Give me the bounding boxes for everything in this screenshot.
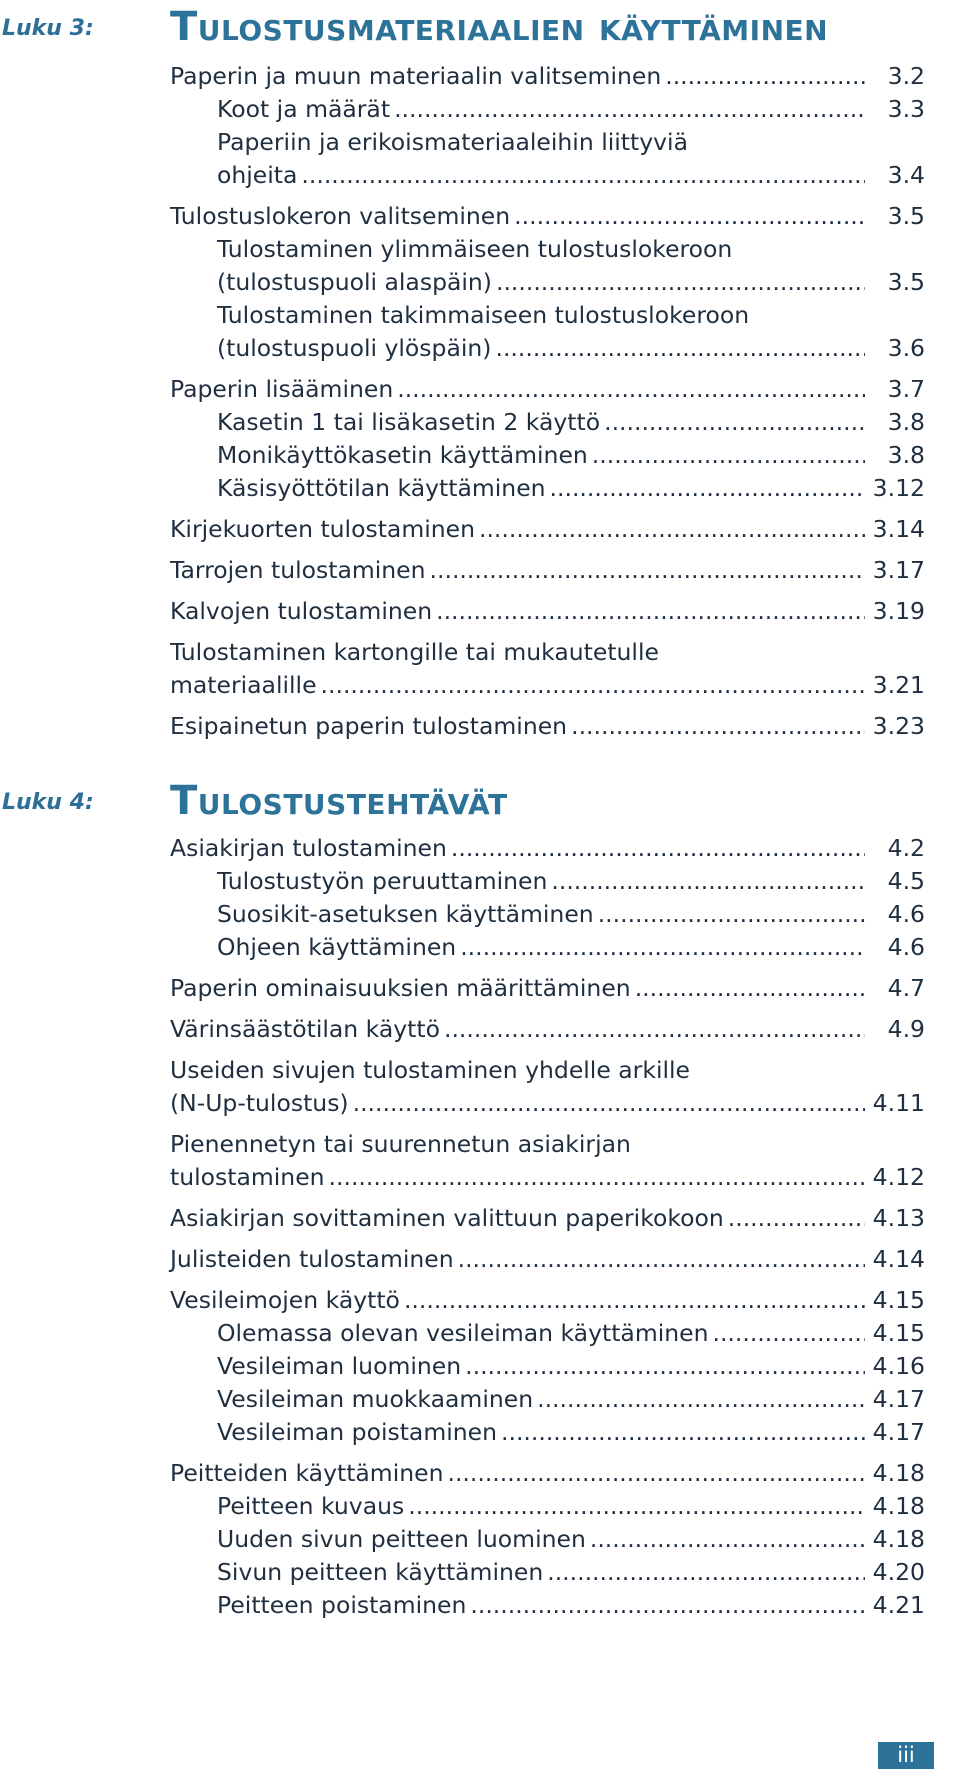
toc-entry-page: 3.6 <box>887 334 925 362</box>
dot-leader <box>443 1457 865 1490</box>
toc-entry-title: Paperin ja muun materiaalin valitseminen <box>170 62 662 90</box>
toc-entry[interactable] <box>170 710 925 743</box>
toc-entry-page: 4.20 <box>872 1558 925 1586</box>
toc-entry[interactable] <box>170 636 925 702</box>
toc-entry[interactable] <box>170 1317 925 1350</box>
toc-entry-row <box>170 373 925 406</box>
toc-entry[interactable] <box>170 373 925 406</box>
toc-entry-title: Peitteen kuvaus <box>217 1492 405 1520</box>
toc-entry-row <box>217 1523 925 1556</box>
toc-entry-page: 3.12 <box>872 474 925 502</box>
toc-entry[interactable] <box>170 406 925 439</box>
toc-entry-title: Värinsäästötilan käyttö <box>170 1015 440 1043</box>
toc-entry-title: Paperin lisääminen <box>170 375 394 403</box>
toc-entry-page: 4.2 <box>887 834 925 862</box>
chapter-title: Tulostustehtävät <box>170 778 508 824</box>
dot-leader <box>543 1556 865 1589</box>
toc-entry-row <box>170 1161 925 1194</box>
toc-entry-page: 4.17 <box>872 1418 925 1446</box>
toc-entry-row <box>217 332 925 365</box>
chapter-label: Luku 3: <box>2 16 94 41</box>
toc-entry[interactable] <box>170 595 925 628</box>
toc-entry-title: Kirjekuorten tulostaminen <box>170 515 475 543</box>
toc-entry-title-line: Useiden sivujen tulostaminen yhdelle arkille <box>170 1056 690 1084</box>
toc-entry-row <box>170 554 925 587</box>
toc-entry-title: tulostaminen <box>170 1163 325 1191</box>
toc-entry[interactable] <box>170 1013 925 1046</box>
toc-entry-title: Esipainetun paperin tulostaminen <box>170 712 568 740</box>
dot-leader <box>708 1317 865 1350</box>
toc-entry-row <box>217 439 925 472</box>
toc-entry[interactable] <box>170 898 925 931</box>
toc-entry-row <box>170 710 925 743</box>
chapter-title: Tulostusmateriaalien käyttäminen <box>170 4 829 50</box>
dot-leader <box>533 1383 865 1416</box>
toc-entry[interactable] <box>170 1457 925 1490</box>
toc-entry-title: Vesileiman luominen <box>217 1352 462 1380</box>
toc-entry-row <box>170 1013 925 1046</box>
toc-entry-page: 3.14 <box>872 515 925 543</box>
dot-leader <box>631 972 865 1005</box>
toc-entry-row <box>170 1243 925 1276</box>
dot-leader <box>491 332 865 365</box>
toc-entry-title-line: Tulostaminen kartongille tai mukautetulle <box>170 638 659 666</box>
toc-entry-page: 4.12 <box>872 1163 925 1191</box>
toc-entry-row <box>217 865 925 898</box>
dot-leader <box>546 472 865 505</box>
toc-entry-title: Kasetin 1 tai lisäkasetin 2 käyttö <box>217 408 601 436</box>
toc-entry-row <box>217 1556 925 1589</box>
toc-entry-title: Uuden sivun peitteen luominen <box>217 1525 586 1553</box>
toc-list <box>170 832 925 1622</box>
toc-entry-title-line: Tulostaminen ylimmäiseen tulostuslokeroon <box>217 235 733 263</box>
toc-entry[interactable] <box>170 1416 925 1449</box>
dot-leader <box>432 595 865 628</box>
toc-entry-row <box>170 200 925 233</box>
toc-entry-title: Olemassa olevan vesileiman käyttäminen <box>217 1319 709 1347</box>
toc-entry-page: 3.7 <box>887 375 925 403</box>
toc-entry-title: Paperin ominaisuuksien määrittäminen <box>170 974 631 1002</box>
dot-leader <box>447 832 865 865</box>
toc-entry-row <box>217 1317 925 1350</box>
dot-leader <box>400 1284 865 1317</box>
dot-leader <box>393 373 865 406</box>
toc-entry-page: 4.6 <box>887 933 925 961</box>
dot-leader <box>661 60 865 93</box>
toc-entry-page: 4.16 <box>872 1352 925 1380</box>
dot-leader <box>600 406 865 439</box>
toc-entry[interactable] <box>170 1054 925 1120</box>
toc-entry[interactable] <box>170 60 925 93</box>
toc-entry-row <box>170 1284 925 1317</box>
toc-entry-title: Peitteen poistaminen <box>217 1591 467 1619</box>
toc-entry[interactable] <box>170 1284 925 1317</box>
toc-entry-title: Tulostuslokeron valitseminen <box>170 202 511 230</box>
dot-leader <box>390 93 865 126</box>
dot-leader <box>475 513 865 546</box>
toc-entry-row <box>170 513 925 546</box>
toc-entry-page: 4.7 <box>887 974 925 1002</box>
toc-entry-title-line: Paperiin ja erikoismateriaaleihin liittyviä <box>217 128 688 156</box>
toc-entry[interactable] <box>170 1523 925 1556</box>
dot-leader <box>456 931 865 964</box>
toc-entry-title-line: Tulostaminen takimmaiseen tulostuslokeroon <box>217 301 750 329</box>
dot-leader <box>349 1087 865 1120</box>
toc-entry-title: Ohjeen käyttäminen <box>217 933 457 961</box>
toc-entry-title: Vesileiman poistaminen <box>217 1418 498 1446</box>
toc-entry-page: 3.8 <box>887 441 925 469</box>
toc-entry-page: 3.19 <box>872 597 925 625</box>
toc-entry-title: Koot ja määrät <box>217 95 391 123</box>
dot-leader <box>317 669 865 702</box>
toc-entry-page: 4.17 <box>872 1385 925 1413</box>
toc-entry-page: 4.11 <box>872 1089 925 1117</box>
toc-entry[interactable] <box>170 972 925 1005</box>
toc-entry-row <box>217 93 925 126</box>
toc-entry-row <box>170 972 925 1005</box>
dot-leader <box>440 1013 865 1046</box>
dot-leader <box>461 1350 865 1383</box>
toc-entry-row <box>217 159 925 192</box>
dot-leader <box>325 1161 865 1194</box>
toc-entry[interactable] <box>170 299 925 365</box>
toc-entry[interactable] <box>170 1589 925 1622</box>
page-number-badge: iii <box>878 1742 934 1769</box>
toc-entry-title: materiaalille <box>170 671 317 699</box>
toc-entry-page: 4.6 <box>887 900 925 928</box>
toc-entry-title: Kalvojen tulostaminen <box>170 597 433 625</box>
toc-entry[interactable] <box>170 865 925 898</box>
toc-entry-row <box>217 1383 925 1416</box>
toc-entry-page: 4.18 <box>872 1525 925 1553</box>
toc-entry-title: Asiakirjan sovittaminen valittuun paperikokoon <box>170 1204 724 1232</box>
toc-entry-title: Suosikit-asetuksen käyttäminen <box>217 900 594 928</box>
dot-leader <box>594 898 865 931</box>
toc-entry-page: 4.18 <box>872 1492 925 1520</box>
dot-leader <box>497 1416 865 1449</box>
toc-entry[interactable] <box>170 931 925 964</box>
toc-entry[interactable] <box>170 200 925 233</box>
toc-entry[interactable] <box>170 1243 925 1276</box>
toc-entry-title: Monikäyttökasetin käyttäminen <box>217 441 588 469</box>
toc-entry-page: 3.2 <box>887 62 925 90</box>
toc-entry-page: 4.14 <box>872 1245 925 1273</box>
toc-entry-page: 3.8 <box>887 408 925 436</box>
toc-entry-title: Vesileimojen käyttö <box>170 1286 400 1314</box>
toc-entry[interactable] <box>170 1350 925 1383</box>
toc-entry-row <box>170 60 925 93</box>
toc-entry-row <box>217 1490 925 1523</box>
toc-entry-row <box>170 1087 925 1120</box>
toc-entry-title: Sivun peitteen käyttäminen <box>217 1558 544 1586</box>
toc-entry-row <box>170 1202 925 1235</box>
toc-entry-page: 4.21 <box>872 1591 925 1619</box>
dot-leader <box>492 266 865 299</box>
toc-entry-title: (tulostuspuoli alaspäin) <box>217 268 492 296</box>
dot-leader <box>454 1243 865 1276</box>
toc-entry-page: 4.15 <box>872 1286 925 1314</box>
toc-entry-page: 3.3 <box>887 95 925 123</box>
toc-entry-row <box>170 595 925 628</box>
dot-leader <box>297 159 865 192</box>
toc-entry[interactable] <box>170 233 925 299</box>
toc-entry-page: 3.21 <box>872 671 925 699</box>
toc-entry-title: Tarrojen tulostaminen <box>170 556 426 584</box>
toc-entry[interactable] <box>170 1490 925 1523</box>
toc-entry-page: 3.4 <box>887 161 925 189</box>
toc-entry-title: (N-Up-tulostus) <box>170 1089 349 1117</box>
toc-entry-page: 3.17 <box>872 556 925 584</box>
toc-entry-title: Asiakirjan tulostaminen <box>170 834 447 862</box>
toc-entry[interactable] <box>170 513 925 546</box>
dot-leader <box>586 1523 865 1556</box>
dot-leader <box>567 710 865 743</box>
toc-entry[interactable] <box>170 1556 925 1589</box>
toc-entry-row <box>217 1589 925 1622</box>
toc-entry-page: 4.9 <box>887 1015 925 1043</box>
dot-leader <box>466 1589 865 1622</box>
dot-leader <box>426 554 865 587</box>
toc-entry-row <box>217 1350 925 1383</box>
toc-entry-title: Peitteiden käyttäminen <box>170 1459 444 1487</box>
toc-entry-row <box>170 669 925 702</box>
toc-entry-title: Julisteiden tulostaminen <box>170 1245 454 1273</box>
toc-entry-row <box>217 406 925 439</box>
toc-entry-row <box>217 898 925 931</box>
toc-entry-page: 4.13 <box>872 1204 925 1232</box>
toc-entry[interactable] <box>170 126 925 192</box>
toc-entry-row <box>217 266 925 299</box>
toc-entry-title: (tulostuspuoli ylöspäin) <box>217 334 492 362</box>
toc-entry-title: Vesileiman muokkaaminen <box>217 1385 534 1413</box>
toc-entry-title: Tulostustyön peruuttaminen <box>217 867 548 895</box>
toc-entry-title: ohjeita <box>217 161 298 189</box>
toc-entry-page: 3.23 <box>872 712 925 740</box>
toc-entry-page: 4.18 <box>872 1459 925 1487</box>
toc-entry-row <box>170 1457 925 1490</box>
toc-entry-page: 3.5 <box>887 268 925 296</box>
toc-entry-title-line: Pienennetyn tai suurennetun asiakirjan <box>170 1130 631 1158</box>
toc-entry-row <box>217 472 925 505</box>
dot-leader <box>510 200 865 233</box>
toc-entry[interactable] <box>170 439 925 472</box>
toc-entry[interactable] <box>170 832 925 865</box>
toc-entry-page: 4.5 <box>887 867 925 895</box>
toc-entry-row <box>217 931 925 964</box>
toc-entry-page: 4.15 <box>872 1319 925 1347</box>
toc-entry[interactable] <box>170 472 925 505</box>
toc-entry[interactable] <box>170 554 925 587</box>
dot-leader <box>588 439 865 472</box>
dot-leader <box>404 1490 865 1523</box>
toc-entry-page: 3.5 <box>887 202 925 230</box>
chapter-label: Luku 4: <box>2 790 94 815</box>
dot-leader <box>724 1202 865 1235</box>
toc-entry[interactable] <box>170 93 925 126</box>
toc-list <box>170 60 925 743</box>
toc-entry-row <box>217 1416 925 1449</box>
dot-leader <box>547 865 865 898</box>
toc-entry[interactable] <box>170 1202 925 1235</box>
toc-entry-title: Käsisyöttötilan käyttäminen <box>217 474 546 502</box>
toc-entry[interactable] <box>170 1128 925 1194</box>
toc-entry-row <box>170 832 925 865</box>
toc-entry[interactable] <box>170 1383 925 1416</box>
